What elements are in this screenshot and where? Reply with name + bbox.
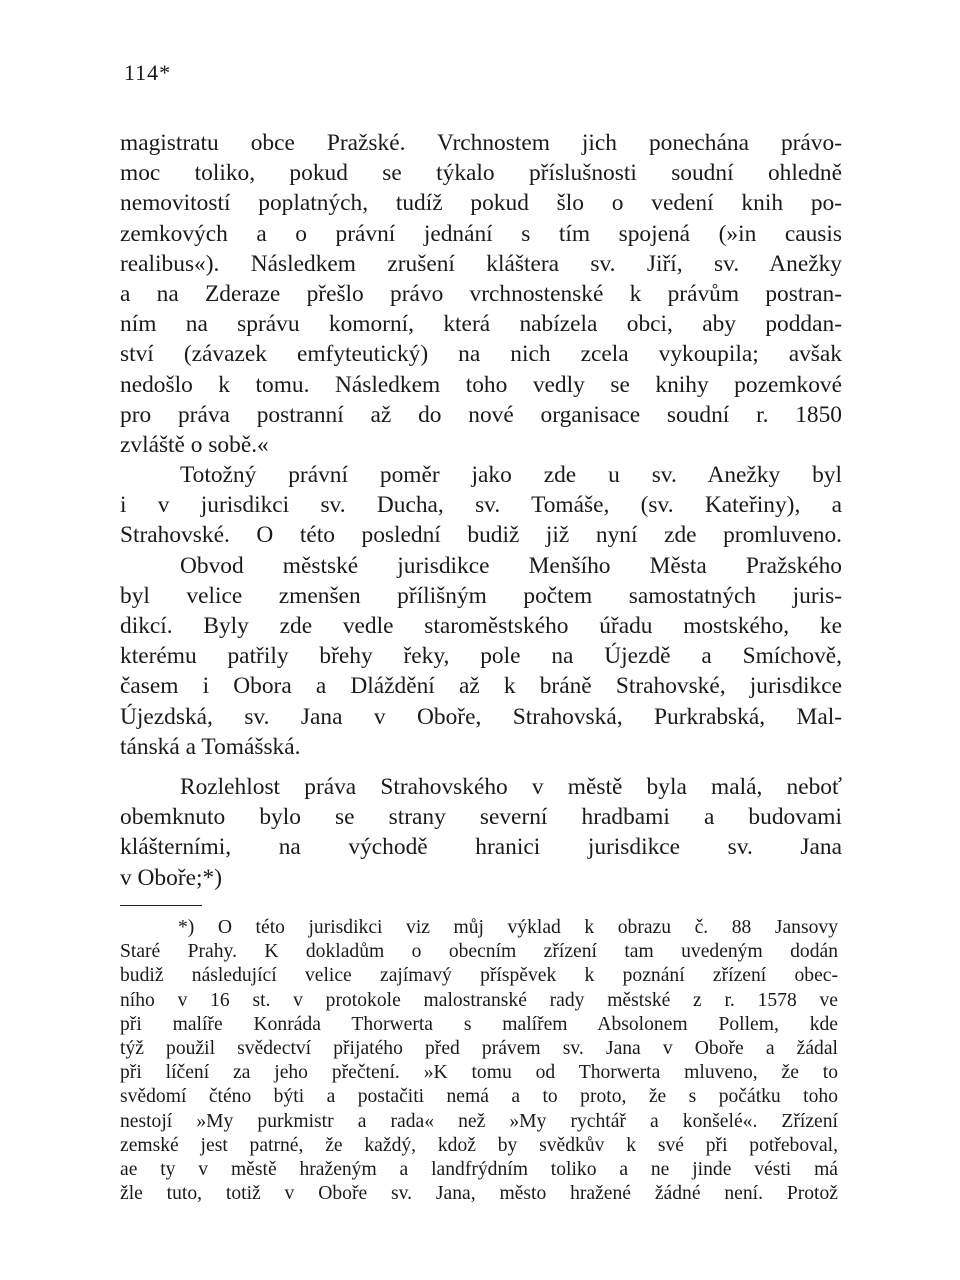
text-line: Totožný právní poměr jako zde u sv. Anežky byl	[180, 462, 842, 489]
text-line: moc toliko, pokud se týkalo příslušnosti soudní ohledně	[120, 160, 842, 187]
footnote-line: ního v 16 st. v protokole malostranské rady městské z r. 1578 ve	[120, 989, 838, 1011]
text-line: klášterními, na východě hranici jurisdikce sv. Jana	[120, 834, 842, 861]
text-line: nedošlo k tomu. Následkem toho vedly se knihy pozemkové	[120, 371, 842, 398]
footnote-line: budiž následující velice zajímavý příspěvek k poznání zřízení obec-	[120, 965, 838, 987]
text-line: v Oboře;*)	[120, 864, 222, 891]
text-line: kterému patřily břehy řeky, pole na Újezdě a Smíchově,	[120, 643, 842, 670]
footnote-line: Staré Prahy. K dokladům o obecním zřízení tam uvedeným dodán	[120, 941, 838, 963]
footnote-line: nestojí »My purkmistr a rada« než »My rychtář a konšelé«. Zřízení	[120, 1110, 838, 1132]
paragraph-gap	[120, 762, 842, 772]
text-line: realibus«). Následkem zrušení kláštera sv. Jiří, sv. Anežky	[120, 250, 842, 277]
footnote-line: při malíře Konráda Thorwerta s malířem Absolonem Pollem, kde	[120, 1013, 838, 1035]
text-line: pro práva postranní až do nové organisace soudní r. 1850	[120, 401, 842, 428]
text-line: a na Zderaze přešlo právo vrchnostenské k právům postran-	[120, 280, 842, 307]
text-line: Rozlehlost práva Strahovského v městě byla malá, neboť	[180, 773, 842, 800]
footnote-line: svědomí čténo býti a postačiti nemá a to proto, že s počátku toho	[120, 1086, 838, 1108]
main-text	[120, 128, 842, 893]
text-line: i v jurisdikci sv. Ducha, sv. Tomáše, (sv. Kateřiny), a	[120, 492, 842, 519]
text-line: Obvod městské jurisdikce Menšího Města Pražského	[180, 552, 842, 579]
footnote-line: při líčení za jeho přečtení. »K tomu od Thorwerta mluveno, že to	[120, 1062, 838, 1084]
footnote-line: týž použil svědectví přijatého před právem sv. Jana v Oboře a žádal	[120, 1037, 838, 1059]
text-line: obemknuto bylo se strany severní hradbami a budovami	[120, 804, 842, 831]
text-line: tánská a Tomášská.	[120, 733, 301, 760]
text-line: nemovitostí poplatných, tudíž pokud šlo o vedení knih po-	[120, 190, 842, 217]
page-number: 114*	[124, 60, 172, 85]
footnote-line: zemské jest patrné, že každý, kdož by svědkův k své při potřeboval,	[120, 1134, 838, 1156]
text-line: zemkových a o právní jednání s tím spojená (»in causis	[120, 220, 842, 247]
text-line: zvláště o sobě.«	[120, 431, 269, 458]
text-line: dikcí. Byly zde vedle staroměstského úřadu mostského, ke	[120, 613, 842, 639]
text-line: Strahovské. O této poslední budiž již nyní zde promluveno.	[120, 522, 842, 549]
footnote-line: *) O této jurisdikci viz můj výklad k obrazu č. 88 Jansovy	[178, 917, 838, 938]
text-line: Újezdská, sv. Jana v Oboře, Strahovská, Purkrabská, Mal-	[120, 703, 842, 730]
footnote-divider	[120, 905, 202, 906]
text-line: magistratu obce Pražské. Vrchnostem jich ponechána právo-	[120, 130, 842, 156]
text-line: časem i Obora a Dláždění až k bráně Strahovské, jurisdikce	[120, 673, 842, 700]
text-line: ství (závazek emfyteutický) na nich zcela vykoupila; avšak	[120, 341, 842, 368]
text-line: byl velice zmenšen přílišným počtem samostatných juris-	[120, 582, 842, 609]
footnote	[120, 916, 838, 1206]
footnote-line: ae ty v městě hraženým a landfrýdním toliko a ne jinde vésti má	[120, 1158, 838, 1180]
text-line: ním na správu komorní, která nabízela obci, aby poddan-	[120, 311, 842, 338]
footnote-line: žle tuto, totiž v Oboře sv. Jana, město hražené žádné není. Protož	[120, 1183, 838, 1205]
